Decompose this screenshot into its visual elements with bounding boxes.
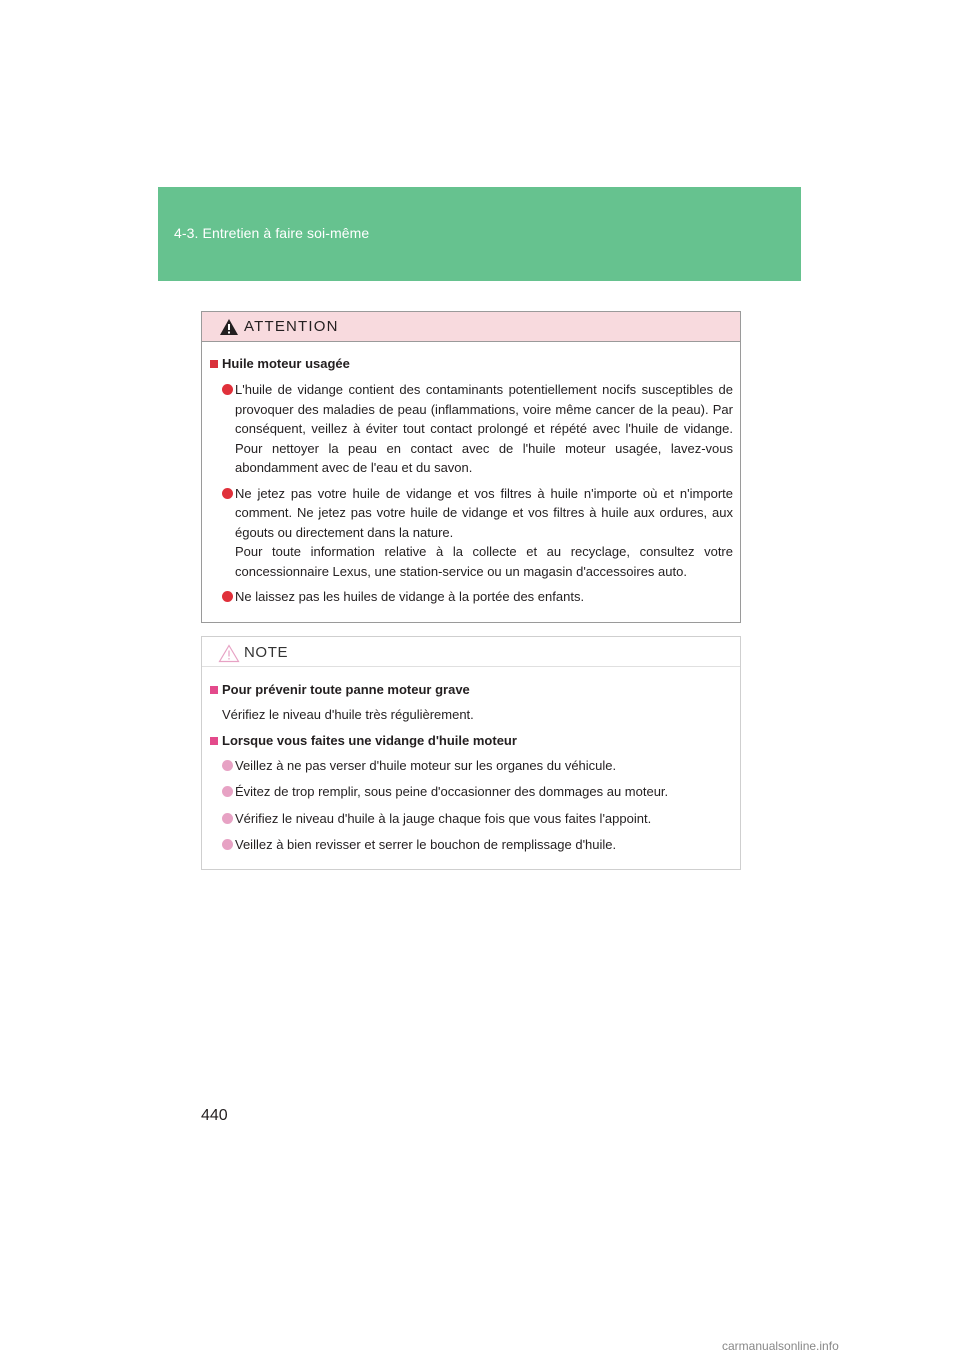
attention-header xyxy=(202,312,740,342)
square-bullet-icon xyxy=(210,360,218,368)
round-bullet-icon xyxy=(222,813,233,824)
watermark: carmanualsonline.info xyxy=(722,1339,839,1353)
warning-triangle-icon xyxy=(219,318,239,341)
list-item-text: Évitez de trop remplir, sous peine d'occasionner des dommages au moteur. xyxy=(235,784,669,799)
note-header xyxy=(202,637,740,667)
list-item-text: Ne laissez pas les huiles de vidange à la portée des enfants. xyxy=(235,589,585,604)
list-item xyxy=(210,782,733,802)
note-label: NOTE xyxy=(244,644,289,661)
note-box xyxy=(201,636,741,870)
round-bullet-icon xyxy=(222,760,233,771)
list-item-text: Ne jetez pas votre huile de vidange et vos filtres à huile n'importe où et n'importe comment. Ne jetez pas votre huile de vidange et vos filtres à huile aux ordures, aux égouts ou directement dans la nature. xyxy=(235,485,733,540)
note-subhead-2 xyxy=(210,731,733,751)
list-item-text: Veillez à bien revisser et serrer le bouchon de remplissage d'huile. xyxy=(235,837,617,852)
attention-box xyxy=(201,311,741,623)
list-item xyxy=(210,809,733,829)
section-header-band xyxy=(158,187,801,281)
attention-content xyxy=(210,354,733,613)
page-number: 440 xyxy=(201,1107,228,1124)
round-bullet-icon xyxy=(222,384,233,395)
square-bullet-icon xyxy=(210,686,218,694)
list-item xyxy=(210,380,733,478)
round-bullet-icon xyxy=(222,488,233,499)
square-bullet-icon xyxy=(210,737,218,745)
note-subhead-text: Lorsque vous faites une vidange d'huile moteur xyxy=(222,732,517,748)
list-item-text: L'huile de vidange contient des contaminants potentiellement nocifs susceptibles de provoquer des maladies de peau (inflammations, voire même cancer de la peau). Par conséquent, veillez à éviter tout contact prolongé et répété avec l'huile de vidange. Pour nettoyer la peau en contact avec de l'huile moteur usagée, lavez-vous abondamment avec de l'eau et du savon. xyxy=(235,382,733,475)
attention-label: ATTENTION xyxy=(244,318,339,335)
round-bullet-icon xyxy=(222,839,233,850)
note-subhead-1 xyxy=(210,680,733,700)
attention-subhead xyxy=(210,354,733,374)
warning-triangle-outline-icon xyxy=(218,644,240,668)
note-paragraph: Vérifiez le niveau d'huile très régulièrement. xyxy=(222,707,474,722)
round-bullet-icon xyxy=(222,591,233,602)
list-item xyxy=(210,835,733,855)
list-item xyxy=(210,756,733,776)
list-item xyxy=(210,484,733,582)
note-subhead-text: Pour prévenir toute panne moteur grave xyxy=(222,682,470,697)
list-item-text: Veillez à ne pas verser d'huile moteur sur les organes du véhicule. xyxy=(235,757,617,773)
note-content xyxy=(210,680,733,862)
attention-subhead-text: Huile moteur usagée xyxy=(222,356,350,371)
list-item-continuation: Pour toute information relative à la collecte et au recyclage, consultez votre concessionnaire Lexus, une station-service ou un magasin d'accessoires auto. xyxy=(235,544,733,579)
section-title: 4-3. Entretien à faire soi-même xyxy=(174,225,370,241)
round-bullet-icon xyxy=(222,786,233,797)
list-item-text: Vérifiez le niveau d'huile à la jauge chaque fois que vous faites l'appoint. xyxy=(235,810,652,826)
list-item xyxy=(210,587,733,607)
